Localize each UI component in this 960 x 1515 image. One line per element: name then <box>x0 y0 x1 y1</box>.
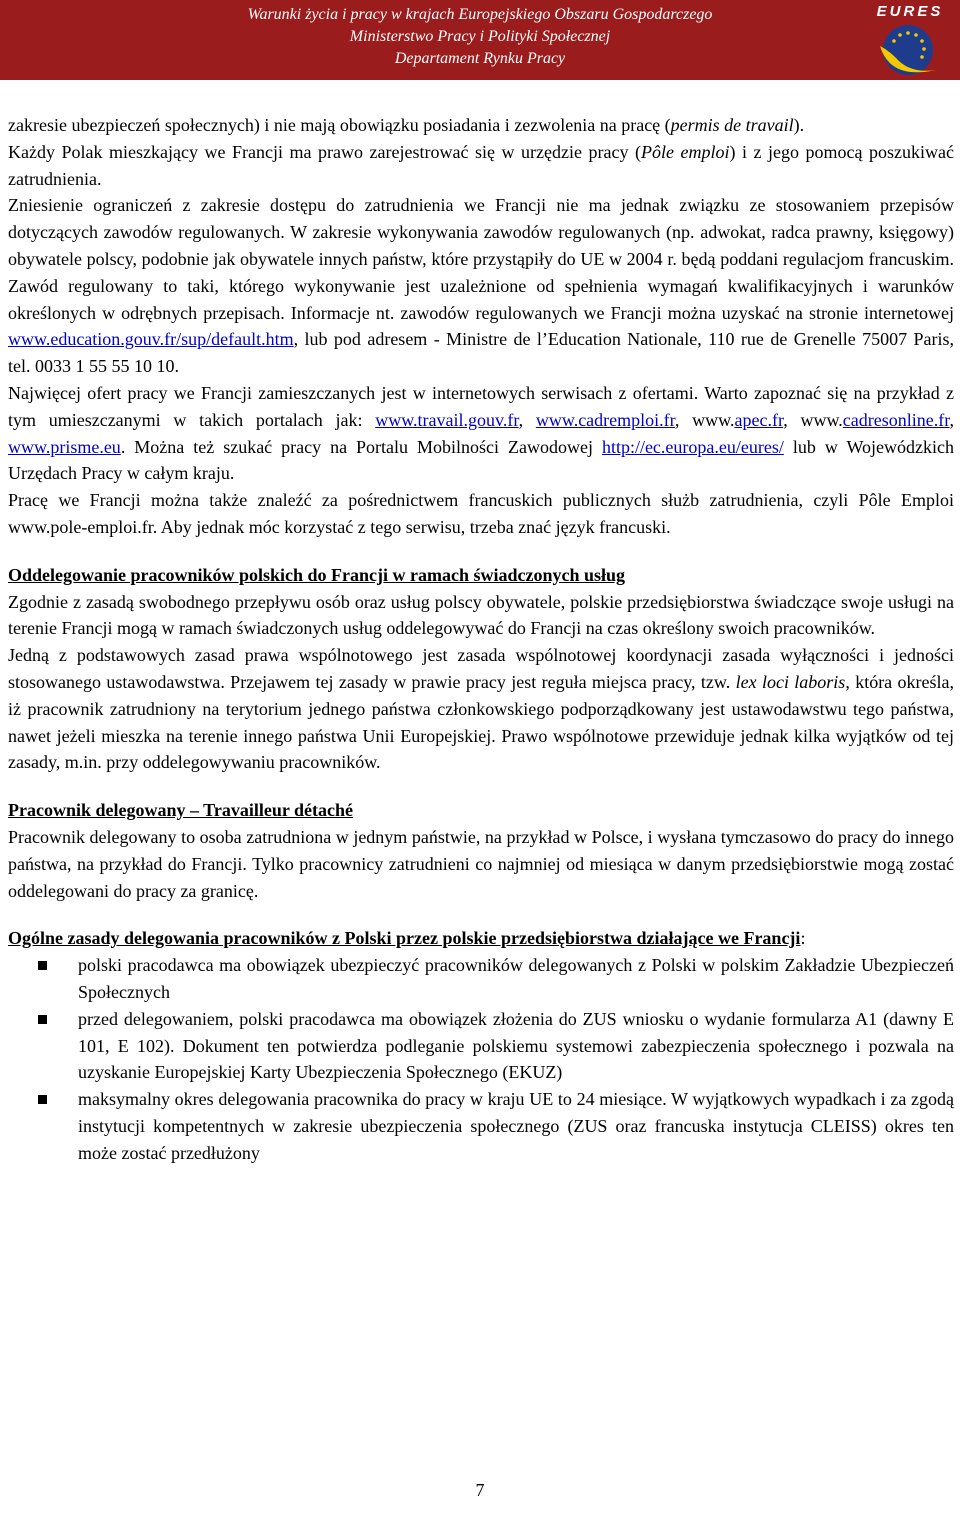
bullet-square-icon <box>38 1095 47 1104</box>
bullet-square-icon <box>38 961 47 970</box>
separator: , <box>949 409 955 430</box>
header-line-1: Warunki życia i pracy w krajach Europejskiego Obszaru Gospodarczego <box>247 6 713 23</box>
education-link[interactable]: www.education.gouv.fr/sup/default.htm <box>8 329 294 350</box>
section-heading-general-rules <box>8 925 954 952</box>
separator: , <box>518 409 536 430</box>
text: Najwięcej ofert pracy we Francji zamieszczanych jest w internetowych serwisach z ofertami. Warto zapoznać się na przykład z tym umieszczanymi w takich portalach jak: <box>8 382 954 430</box>
italic-term: lex loci laboris <box>735 671 846 692</box>
header-text <box>150 4 810 70</box>
paragraph-pole-emploi: Pracę we Francji można także znaleźć za pośrednictwem francuskich publicznych służb zatrudnienia, czyli Pôle Emploi www.pole-emploi.fr. Aby jednak móc korzystać z tego serwisu, trzeba znać język francuski. <box>8 490 954 537</box>
separator: , www. <box>783 409 843 430</box>
text: zakresie ubezpieczeń społecznych) i nie mają obowiązku posiadania i zezwolenia na pracę ( <box>8 115 671 135</box>
list-item <box>8 1006 954 1086</box>
apec-link[interactable]: apec.fr <box>734 409 784 430</box>
italic-term: Pôle emploi <box>640 141 730 162</box>
bullet-square-icon <box>38 1015 47 1024</box>
eures-portal-link[interactable]: http://ec.europa.eu/eures/ <box>601 436 784 457</box>
header-line-2: Ministerstwo Pracy i Polityki Społecznej <box>349 28 611 45</box>
text: , która określa, iż pracownik zatrudniony na terytorium jednego państwa członkowskiego podporządkowany jest ustawodawstwu tego państwa, nawet jeżeli mieszka na terenie innego państwa Unii Europejskiej. Prawo wspólnotowe przewiduje jednak kilka wyjątków od tej zasady, m.in. przy oddelegowywaniu pracowników. <box>8 671 955 773</box>
page-number: 7 <box>475 1480 485 1500</box>
section-heading-posted-worker: Pracownik delegowany – Travailleur détaché <box>8 800 353 821</box>
list-item <box>8 1086 954 1166</box>
cadremploi-link[interactable]: www.cadremploi.fr <box>535 409 675 430</box>
spacer <box>8 904 954 925</box>
list-item <box>8 952 954 1006</box>
page-header <box>0 0 960 80</box>
cadresonline-link[interactable]: cadresonline.fr <box>842 409 950 430</box>
paragraph-free-movement: Zgodnie z zasadą swobodnego przepływu osób oraz usług polscy obywatele, polskie przedsiębiorstwa świadczące swoje usługi na terenie Francji mogą w ramach świadczonych usług oddelegowywać do Francji na czas określony swoich pracowników. <box>8 591 954 639</box>
paragraph-registration <box>8 139 954 193</box>
paragraph-permis <box>8 112 954 139</box>
paragraph-lex-loci <box>8 642 954 776</box>
text: , lub pod adresem - Ministre de l’Education Nationale, 110 rue de Grenelle 75007 Paris, tel. 0033 1 55 55 10 10. <box>8 329 954 377</box>
eures-logo-text: EURES <box>876 3 944 20</box>
text: Jedną z podstawowych zasad prawa wspólnotowego jest zasada wspólnotowej koordynacji zasada wyłączności i jedności stosowanego ustawodawstwa. Przejawem tej zasady w prawie pracy jest reguła miejsca pracy, tzw. <box>8 645 954 692</box>
eures-logo <box>862 0 954 80</box>
italic-term: permis de travail <box>670 115 794 135</box>
text: Każdy Polak mieszkający we Francji ma prawo zarejestrować się w urzędzie pracy ( <box>8 141 641 162</box>
travail-link[interactable]: www.travail.gouv.fr <box>375 409 519 430</box>
heading-text: Ogólne zasady delegowania pracowników z Polski przez polskie przedsiębiorstwa działające we Francji <box>8 928 801 949</box>
list-item-text: przed delegowaniem, polski pracodawca ma obowiązek złożenia do ZUS wniosku o wydanie formularza A1 (dawny E 101, E 102). Dokument ten potwierdza podleganie polskiemu systemowi zabezpieczenia społecznego i pozwala na uzyskanie Europejskiej Karty Ubezpieczenia Społecznego (EKUZ) <box>78 1008 954 1083</box>
text: lub w Wojewódzkich Urzędach Pracy w całym kraju. <box>8 436 954 484</box>
heading-colon: : <box>800 928 806 949</box>
list-item-text: polski pracodawca ma obowiązek ubezpieczyć pracowników delegowanych z Polski w polskim Zakładzie Ubezpieczeń Społecznych <box>78 955 954 1002</box>
text: ) i z jego pomocą poszukiwać zatrudnienia. <box>8 141 954 189</box>
text: . Można też szukać pracy na Portalu Mobilności Zawodowej <box>120 436 602 457</box>
section-heading-posting: Oddelegowanie pracowników polskich do Francji w ramach świadczonych usług <box>8 564 626 585</box>
rules-list <box>8 952 954 1166</box>
page-content <box>8 112 954 1166</box>
spacer <box>8 541 954 562</box>
paragraph-job-portals <box>8 380 954 487</box>
separator: , www. <box>674 409 735 430</box>
header-line-3: Departament Rynku Pracy <box>394 50 566 67</box>
text: ). <box>793 115 805 135</box>
list-item-text: maksymalny okres delegowania pracownika do pracy w kraju UE to 24 miesiące. W wyjątkowych wypadkach i za zgodą instytucji kompetentnych w zakresie ubezpieczenia społecznego (ZUS oraz francuska instytucja CLEISS) okres ten może zostać przedłużony <box>78 1089 954 1163</box>
prisme-link[interactable]: www.prisme.eu <box>8 436 121 457</box>
paragraph-regulated-professions <box>8 192 954 380</box>
paragraph-posted-worker: Pracownik delegowany to osoba zatrudniona w jednym państwie, na przykład w Polsce, i wysłana tymczasowo do pracy do innego państwa, na przykład do Francji. Tylko pracownicy zatrudnieni co najmniej od miesiąca w danym przedsiębiorstwie mogą zostać oddelegowani do pracy za granicę. <box>8 826 954 901</box>
spacer <box>8 776 954 797</box>
text: Zniesienie ograniczeń z zakresie dostępu do zatrudnienia we Francji nie ma jednak związku ze stosowaniem przepisów dotyczących zawodów regulowanych. W zakresie wykonywania zawodów regulowanych (np. adwokat, radca prawny, księgowy) obywatele polscy, podobnie jak obywatele innych państw, które przystąpiły do UE w 2004 r. będą poddani regulacjom francuskim. Zawód regulowany to taki, którego wykonywanie jest uzależnione od spełnienia wymagań kwalifikacyjnych i warunków określonych w odrębnych przepisach. Informacje nt. zawodów regulowanych we Francji można uzyskać na stronie internetowej <box>8 195 954 323</box>
